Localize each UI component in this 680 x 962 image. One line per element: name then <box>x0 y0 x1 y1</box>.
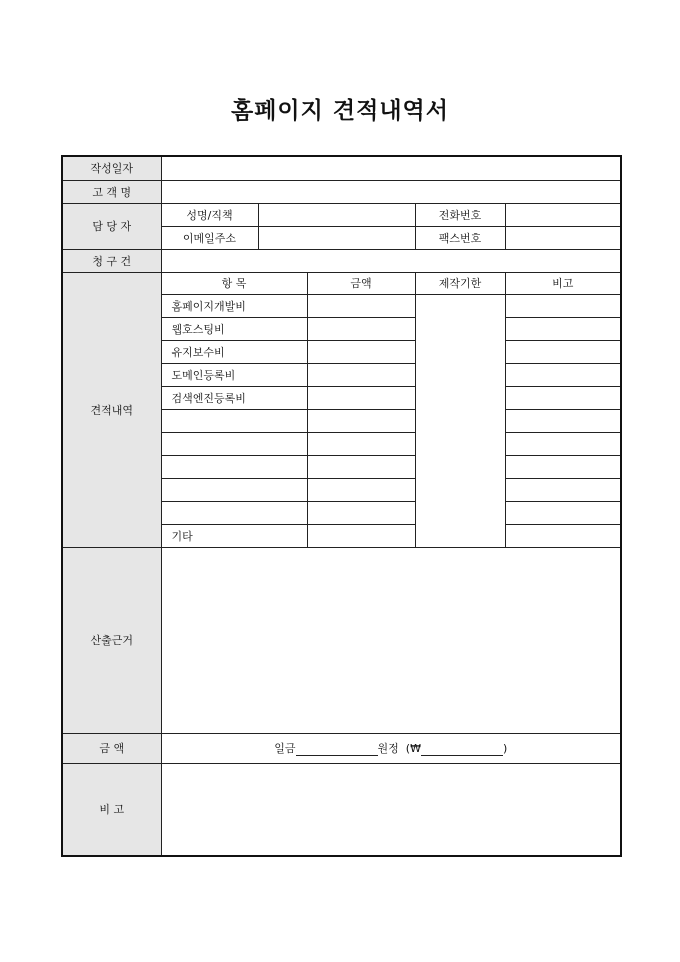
item-amount[interactable] <box>307 524 415 547</box>
label-remarks: 비 고 <box>62 763 161 856</box>
item-amount[interactable] <box>307 455 415 478</box>
header-item: 항 목 <box>161 272 307 294</box>
deadline-cell[interactable] <box>415 294 505 547</box>
estimate-form <box>61 155 622 857</box>
label-billing: 청 구 건 <box>62 249 161 272</box>
item-label: 기타 <box>161 524 307 547</box>
label-fax: 팩스번호 <box>415 226 505 249</box>
amount-close: ) <box>502 742 508 755</box>
item-amount[interactable] <box>307 478 415 501</box>
item-label[interactable] <box>161 409 307 432</box>
label-amount: 금 액 <box>62 733 161 763</box>
header-deadline: 제작기한 <box>415 272 505 294</box>
amount-won: 원정 <box>377 742 399 755</box>
amount-prefix: 일금 <box>274 742 296 755</box>
field-basis[interactable] <box>161 547 621 733</box>
item-label[interactable] <box>161 455 307 478</box>
item-remarks[interactable] <box>505 363 621 386</box>
row-basis <box>62 547 621 733</box>
row-client <box>62 180 621 203</box>
amount-korean-line[interactable] <box>296 743 378 756</box>
field-date[interactable] <box>161 156 621 180</box>
field-phone[interactable] <box>505 203 621 226</box>
field-remarks[interactable] <box>161 763 621 856</box>
label-email: 이메일주소 <box>161 226 258 249</box>
item-remarks[interactable] <box>505 478 621 501</box>
field-fax[interactable] <box>505 226 621 249</box>
item-label[interactable] <box>161 501 307 524</box>
item-amount[interactable] <box>307 340 415 363</box>
row-billing <box>62 249 621 272</box>
item-label: 도메인등록비 <box>161 363 307 386</box>
label-date: 작성일자 <box>62 156 161 180</box>
header-amount: 금액 <box>307 272 415 294</box>
item-remarks[interactable] <box>505 409 621 432</box>
item-label: 유지보수비 <box>161 340 307 363</box>
item-label[interactable] <box>161 478 307 501</box>
field-client[interactable] <box>161 180 621 203</box>
item-remarks[interactable] <box>505 294 621 317</box>
item-remarks[interactable] <box>505 524 621 547</box>
field-email[interactable] <box>258 226 415 249</box>
item-amount[interactable] <box>307 409 415 432</box>
label-basis: 산출근거 <box>62 547 161 733</box>
label-name-title: 성명/직책 <box>161 203 258 226</box>
field-name-title[interactable] <box>258 203 415 226</box>
item-remarks[interactable] <box>505 386 621 409</box>
item-label: 웹호스팅비 <box>161 317 307 340</box>
header-remarks: 비고 <box>505 272 621 294</box>
row-remarks <box>62 763 621 856</box>
item-amount[interactable] <box>307 501 415 524</box>
label-manager: 담 당 자 <box>62 203 161 249</box>
item-amount[interactable] <box>307 294 415 317</box>
item-label[interactable] <box>161 432 307 455</box>
item-amount[interactable] <box>307 317 415 340</box>
page-title: 홈페이지 견적내역서 <box>231 98 449 124</box>
item-amount[interactable] <box>307 432 415 455</box>
item-remarks[interactable] <box>505 317 621 340</box>
estimate-header-row <box>62 272 621 294</box>
item-amount[interactable] <box>307 363 415 386</box>
item-label: 검색엔진등록비 <box>161 386 307 409</box>
amount-open: (₩ <box>405 742 421 755</box>
field-billing[interactable] <box>161 249 621 272</box>
item-amount[interactable] <box>307 386 415 409</box>
field-amount[interactable] <box>161 733 621 763</box>
row-amount <box>62 733 621 763</box>
row-manager-1 <box>62 203 621 226</box>
item-remarks[interactable] <box>505 340 621 363</box>
label-phone: 전화번호 <box>415 203 505 226</box>
amount-number-line[interactable] <box>421 743 503 756</box>
item-label: 홈페이지개발비 <box>161 294 307 317</box>
row-date <box>62 156 621 180</box>
label-client: 고 객 명 <box>62 180 161 203</box>
label-estimate: 견적내역 <box>62 272 161 547</box>
item-remarks[interactable] <box>505 455 621 478</box>
item-remarks[interactable] <box>505 501 621 524</box>
item-remarks[interactable] <box>505 432 621 455</box>
